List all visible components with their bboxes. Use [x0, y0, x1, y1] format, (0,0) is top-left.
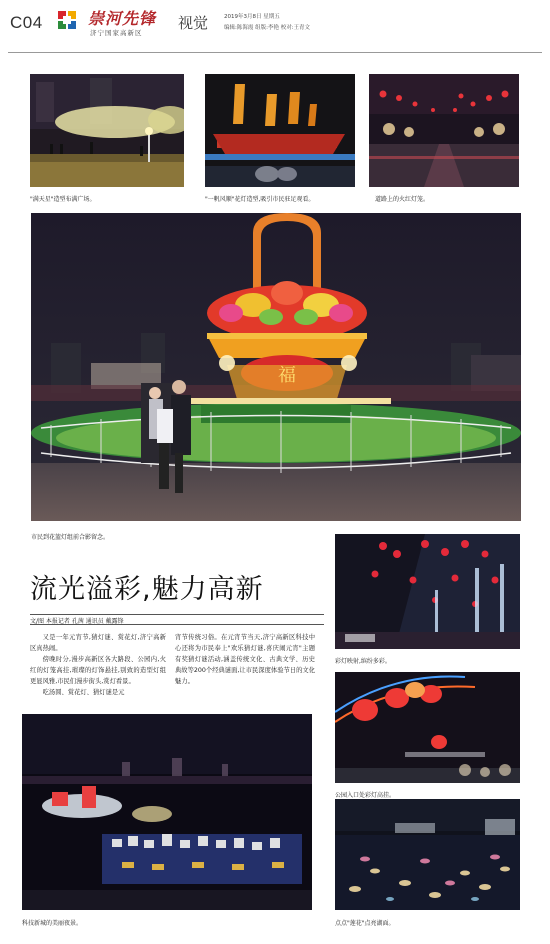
photo-colorful-lights — [335, 534, 520, 649]
caption-bottom-left: 科技新城的美丽夜景。 — [22, 920, 83, 927]
page-number: C04 — [10, 13, 43, 32]
article-paragraph: 又是一年元宵节,猜灯谜、赏花灯,济宁高新区真热闹。 — [30, 634, 166, 652]
newspaper-logo-icon — [57, 10, 77, 30]
brand-name: 崇河先锋 — [88, 9, 157, 28]
article-column-1 — [30, 632, 166, 698]
caption-photo3: 道路上的火红灯笼。 — [375, 196, 430, 203]
article-credit: 文/图 本报记者 孔茜 通讯员 戴露锋 — [30, 618, 124, 625]
editor-line: 编辑:陈海霞 组版:李艳 校对:王青文 — [224, 25, 311, 31]
caption-main-photo: 市民到花篮灯组前合影留念。 — [31, 534, 110, 541]
photo-city-night — [22, 714, 312, 910]
section-name: 视觉 — [178, 14, 209, 32]
fu-character: 福 — [278, 365, 296, 386]
caption-right2: 公园入口处彩灯高挂。 — [335, 792, 396, 799]
header-divider — [8, 52, 542, 53]
caption-photo1: "满天星"造型布满广场。 — [30, 196, 96, 203]
article-credit-bar — [30, 614, 324, 625]
article-paragraph: 吃汤圆、赏花灯、猜灯谜是元 — [42, 689, 125, 696]
caption-photo2: "一帆风顺"花灯造型,吸引市民驻足观看。 — [205, 196, 315, 203]
date-line: 2019年3月8日 星期五 — [224, 14, 280, 20]
photo-square-stars — [30, 74, 184, 187]
photo-park-entrance — [335, 672, 520, 783]
caption-right1: 彩灯映射,缤纷多彩。 — [335, 658, 391, 665]
article-headline: 流光溢彩,魅力高新 — [30, 574, 264, 605]
article-paragraph: 宵节传统习俗。在元宵节当天,济宁高新区科技中心还将为市民奉上"欢乐猜灯谜,喜庆闹元宵"主题有奖猜灯谜活动,涵盖传统文化、古典文学、历史典故等200个经典谜面,让市民深度体验节日的文化魅力。 — [175, 634, 315, 685]
photo-road-lanterns — [369, 74, 519, 187]
article-column-2 — [175, 632, 315, 687]
page-header — [0, 0, 550, 44]
photo-flower-basket — [31, 213, 521, 521]
article-paragraph: 傍晚时分,漫步高新区各大路段、公园内,火红的灯笼高挂,璀璨的灯饰悬挂,别致的造型灯组更显风雅,市民们漫步街头,赏灯看景。 — [30, 656, 166, 685]
caption-right3: 点点"莲花"点亮湖面。 — [335, 920, 395, 927]
photo-lotus-lake — [335, 799, 520, 910]
brand-subtitle: 济宁国家高新区 — [90, 29, 143, 37]
photo-sailboat-lantern — [205, 74, 355, 187]
